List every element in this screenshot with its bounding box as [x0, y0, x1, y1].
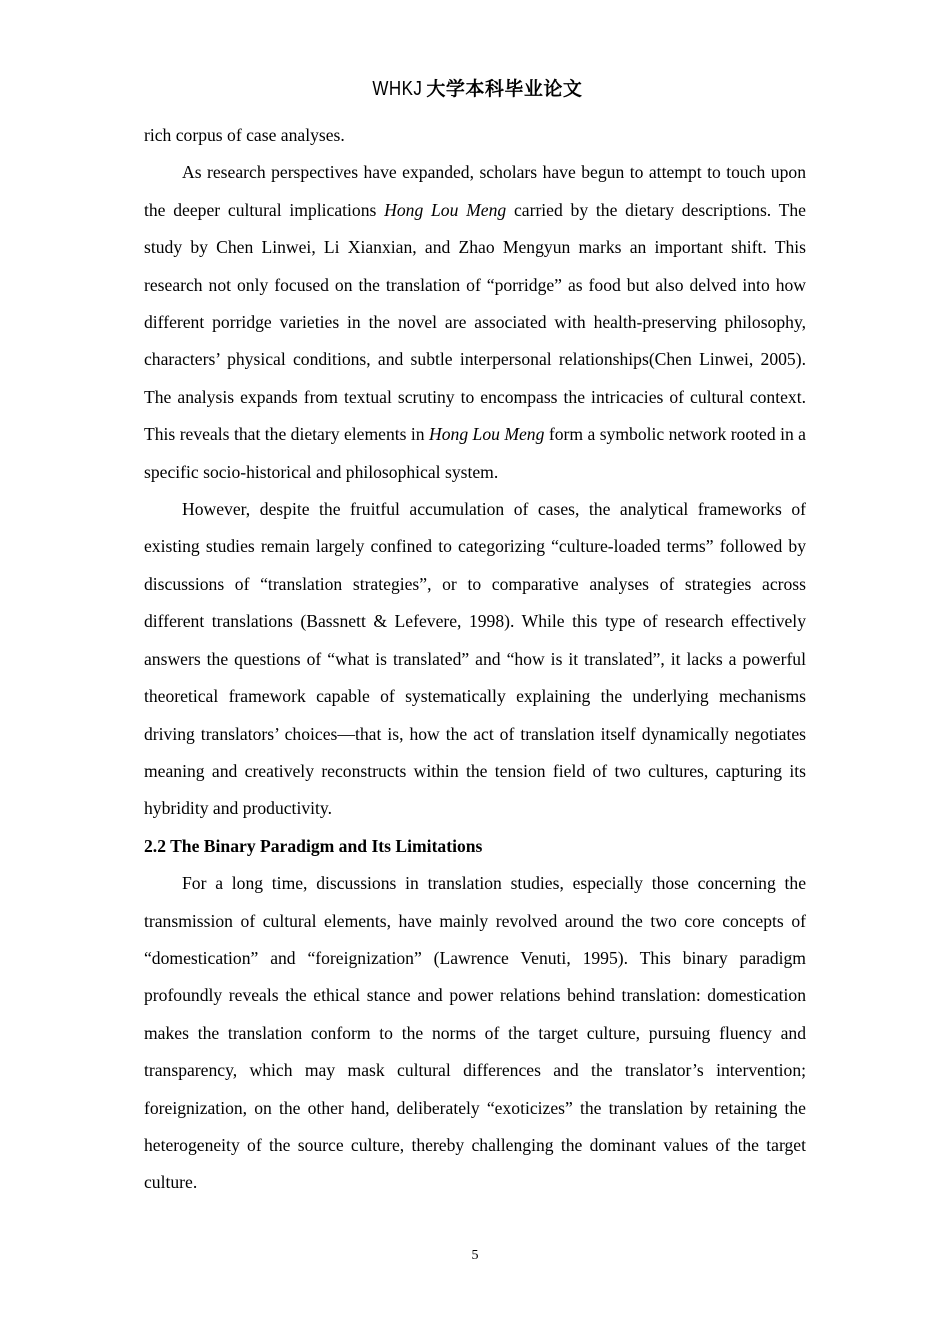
section-heading: 2.2 The Binary Paradigm and Its Limitations — [144, 835, 483, 856]
paragraph-text: carried by the dietary descriptions. The study by Chen Linwei, Li Xianxian, and Zhao Mengyun marks an important shift. This research not only focused on the translation of “porridge” as food but also delved into how different porridge varieties in the novel are associated with health-preserving philosophy, characters’ physical conditions, and subtle interpersonal relationships(Chen Linwei, 2005). The analysis expands from textual scrutiny to encompass the intricacies of cultural context. This reveals that the dietary elements in — [144, 199, 806, 445]
paragraph-binary-paradigm: For a long time, discussions in translation studies, especially those concerning the transmission of cultural elements, have mainly revolved around the two core concepts of “domestication” and “foreignization” (Lawrence Venuti, 1995). This binary paradigm profoundly reveals the ethical stance and power relations behind translation: domestication makes the translation conform to the norms of the target culture, pursuing fluency and transparency, which may mask cultural differences and the translator’s intervention; foreignization, on the other hand, deliberately “exoticizes” the translation by retaining the heterogeneity of the source culture, thereby challenging the dominant values of the target culture. — [144, 873, 806, 1193]
page-header — [0, 74, 950, 101]
paragraph-text: As research perspectives have expanded, scholars have begun to attempt to touch upon the deeper cultural implications — [144, 162, 806, 220]
book-title: Hong Lou Meng — [384, 199, 507, 220]
book-title: Hong Lou Meng — [429, 424, 545, 445]
header-university-code: WHKJ — [372, 78, 422, 100]
paragraph-continuation: rich corpus of case analyses. — [144, 125, 345, 145]
page-number: 5 — [471, 1248, 479, 1263]
header-thesis-title: 大学本科毕业论文 — [426, 78, 583, 100]
paragraph-text: form a symbolic network rooted in a specific socio-historical and philosophical system. — [144, 424, 806, 482]
main-text — [144, 117, 806, 1202]
paragraph-research-perspectives — [144, 154, 806, 491]
paragraph-frameworks: However, despite the fruitful accumulation of cases, the analytical frameworks of existing studies remain largely confined to categorizing “culture-loaded terms” followed by discussions of “translation strategies”, or to comparative analyses of strategies across different translations (Bassnett & Lefevere, 1998). While this type of research effectively answers the questions of “what is translated” and “how is it translated”, it lacks a powerful theoretical framework capable of systematically explaining the underlying mechanisms driving translators’ choices—that is, how the act of translation itself dynamically negotiates meaning and creatively reconstructs within the tension field of two cultures, capturing its hybridity and productivity. — [144, 499, 806, 819]
